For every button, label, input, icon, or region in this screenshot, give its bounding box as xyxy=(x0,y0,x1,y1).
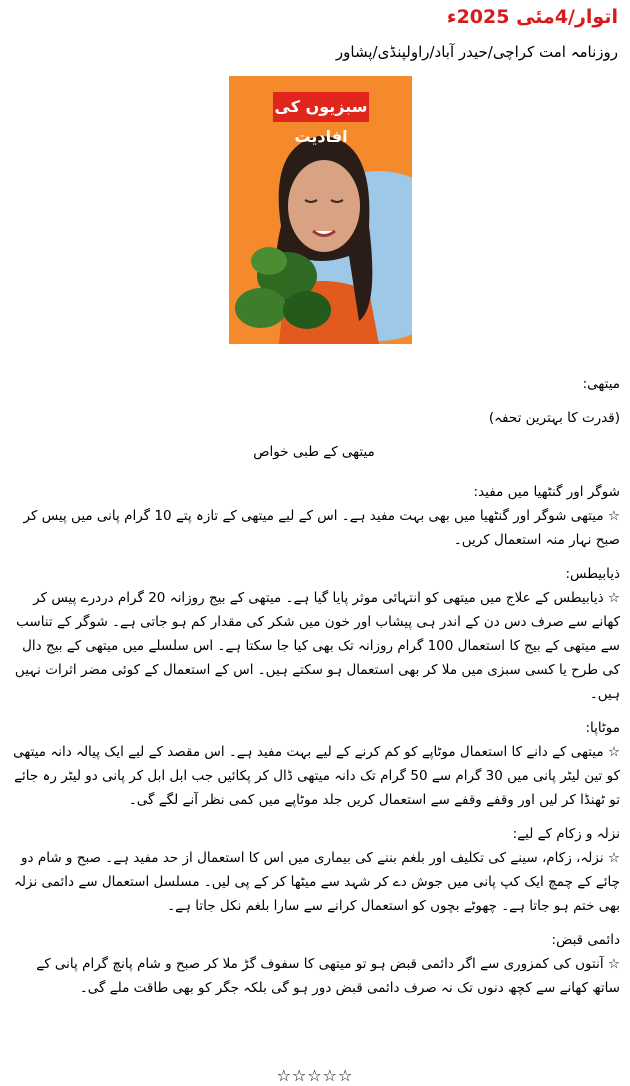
section-heading: شوگر اور گنٹھیا میں مفید: xyxy=(473,484,620,500)
article-photo xyxy=(229,76,412,344)
section-heading: موٹاپا: xyxy=(585,720,620,736)
article-body xyxy=(8,372,620,1000)
section-body: ☆ ذیابیطس کے علاج میں میتھی کو انتہائی موثر پایا گیا ہے۔ میتھی کے بیج روزانہ 20 گرام دردرے پیس کر کھانے سے صرف دس دن کے اندر ہی پیشاب اور خون میں شکر کی مقدار کم ہو جاتی ہے۔ شوگر کے تناسب سے میتھی کے بیج کا استعمال 100 گرام روزانہ تک بھی کیا جا سکتا ہے۔ اس سلسلے میں میتھی کے بیج دال کی طرح یا کسی سبزی میں ملا کر بھی استعمال ہو سکتے ہیں۔ اس کے استعمال کے کوئی مضر اثرات نہیں ہیں۔ xyxy=(14,590,620,702)
section-title: میتھی کے طبی خواص xyxy=(253,444,375,460)
date-line: اتوار/4مئی 2025ء xyxy=(446,6,618,28)
article-title: میتھی: xyxy=(582,376,620,392)
footer-stars: ☆☆☆☆☆ xyxy=(276,1066,354,1085)
section-body: ☆ میتھی کے دانے کا استعمال موٹاپے کو کم کرنے کے لیے بہت مفید ہے۔ اس مقصد کے لیے ایک پیالہ دانہ میتھی کو تین لیٹر پانی میں 30 گرام سے 50 گرام تک دانہ میتھی ڈال کر پکائیں جب ابل ابل کر پانی دو لیٹر رہ جائے تو ٹھنڈا کر لیں اور وقفے وقفے سے استعمال کریں جلد موٹاپے میں کمی نظر آنے لگے گی۔ xyxy=(13,744,620,808)
photo-banner: سبزیوں کی افادیت xyxy=(274,97,368,146)
article-subtitle: (قدرت کا بہترین تحفہ) xyxy=(488,410,620,426)
section-body: ☆ نزلہ، زکام، سینے کی تکلیف اور بلغم بننے کی بیماری میں اس کا استعمال از حد مفید ہے۔ صبح و شام دو چائے کے چمچ ایک کپ پانی میں جوش دے کر شہد سے میٹھا کر کے پی لیں۔ مسلسل استعمال سے دائمی نزلہ بھی ختم ہو جاتا ہے۔ چھوٹے بچوں کو استعمال کرانے سے سارا بلغم نکل جاتا ہے۔ xyxy=(13,850,620,914)
section-heading: دائمی قبض: xyxy=(551,932,620,948)
section-heading: ذیابیطس: xyxy=(565,566,620,582)
section-body: ☆ آنتوں کی کمزوری سے اگر دائمی قبض ہو تو میتھی کا سفوف گڑ ملا کر صبح و شام پانچ گرام پانی کے ساتھ کھانے سے کچھ دنوں تک نہ صرف دائمی قبض دور ہو گی بلکہ جگر کو بھی طاقت ملے گی۔ xyxy=(36,956,620,996)
section-body: ☆ میتھی شوگر اور گنٹھیا میں بھی بہت مفید ہے۔ اس کے لیے میتھی کے تازہ پتے 10 گرام پانی میں پیس کر صبح نہار منہ استعمال کریں۔ xyxy=(23,508,620,548)
section-heading: نزلہ و زکام کے لیے: xyxy=(512,826,620,842)
source-line: روزنامہ امت کراچی/حیدر آباد/راولپنڈی/پشاور xyxy=(335,43,618,61)
